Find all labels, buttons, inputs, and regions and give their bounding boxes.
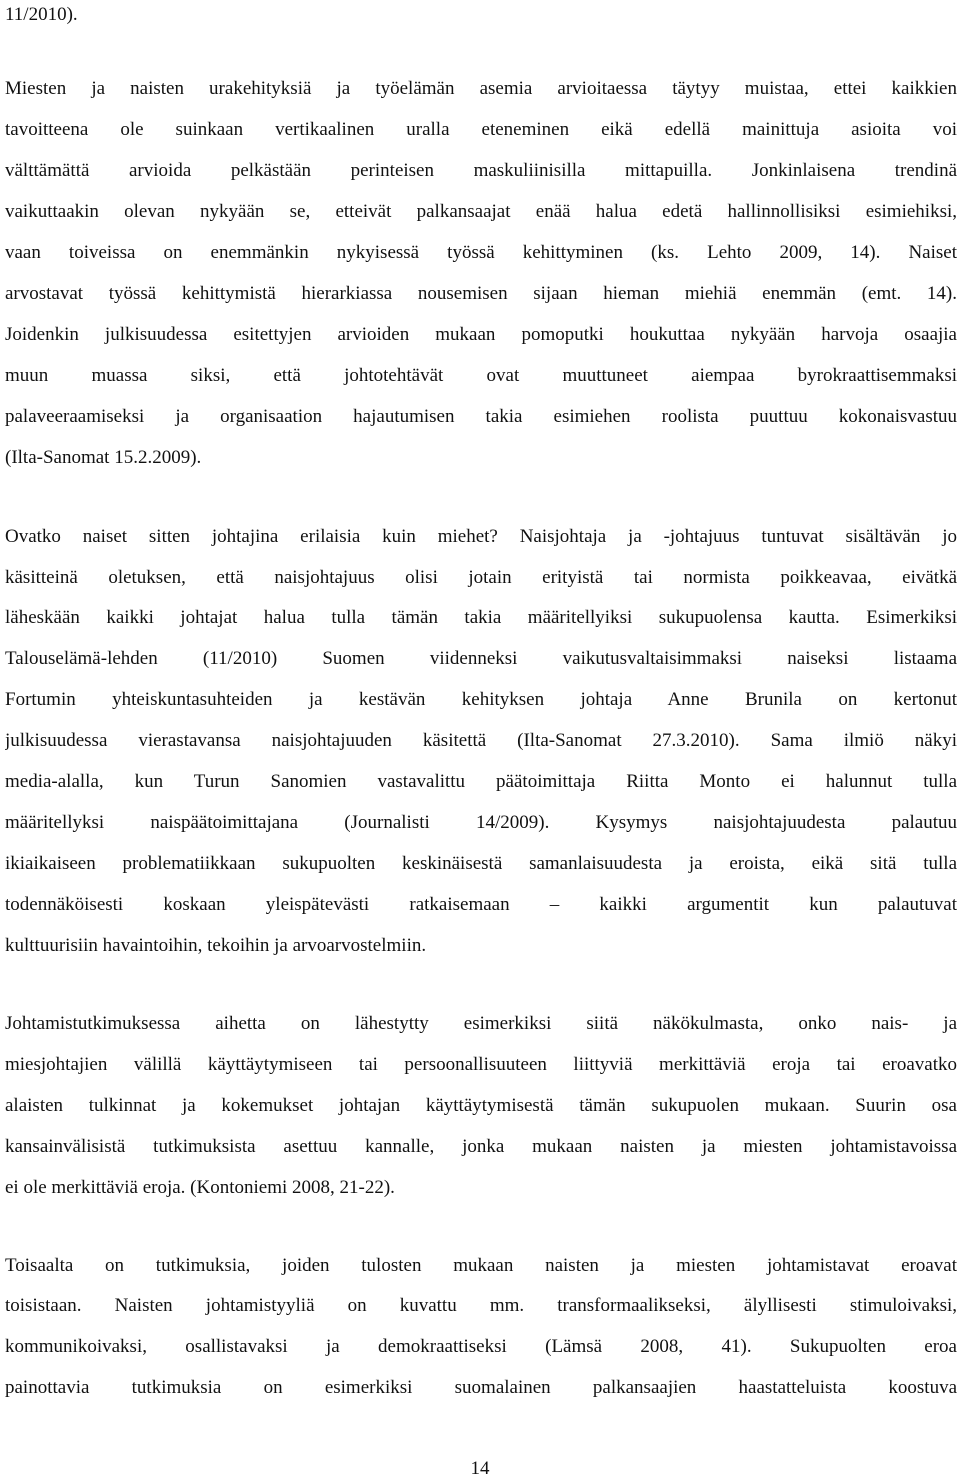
page-number: 14 bbox=[470, 1458, 490, 1479]
text-line: miesjohtajien välillä käyttäytymiseen tai persoonallisuuteen liittyviä merkittäviä eroja tai eroavatko bbox=[5, 1054, 957, 1075]
text-line: toisistaan. Naisten johtamistyyliä on kuvattu mm. transformaalikseksi, älyllisesti stimuloivaksi, bbox=[5, 1295, 957, 1316]
text-line: ikiaikaiseen problematiikkaan sukupuolten keskinäisestä samanlaisuudesta ja eroista, eikä sitä tulla bbox=[5, 853, 957, 874]
text-line: Miesten ja naisten urakehityksiä ja työelämän asemia arvioitaessa täytyy muistaa, ettei kaikkien bbox=[5, 78, 957, 99]
text-line: Talouselämä-lehden (11/2010) Suomen viidenneksi vaikutusvaltaisimmaksi naiseksi listaama bbox=[5, 648, 957, 669]
text-line: kommunikoivaksi, osallistavaksi ja demokraattiseksi (Lämsä 2008, 41). Sukupuolten eroa bbox=[5, 1336, 957, 1357]
text-line: Toisaalta on tutkimuksia, joiden tulosten mukaan naisten ja miesten johtamistavat eroavat bbox=[5, 1255, 957, 1276]
text-line: 11/2010). bbox=[5, 4, 78, 25]
text-line: muun muassa siksi, että johtotehtävät ovat muuttuneet aiempaa byrokraattisemmaksi bbox=[5, 365, 957, 386]
text-line: Johtamistutkimuksessa aihetta on lähestytty esimerkiksi siitä näkökulmasta, onko nais- ja bbox=[5, 1013, 957, 1034]
text-line: arvostavat työssä kehittymistä hierarkiassa nousemisen sijaan hieman miehiä enemmän (emt. 14). bbox=[5, 283, 957, 304]
text-line: todennäköisesti koskaan yleispätevästi ratkaisemaan – kaikki argumentit kun palautuvat bbox=[5, 894, 957, 915]
text-line: palaveeraamiseksi ja organisaation hajautumisen takia esimiehen roolista puuttuu kokonaisvastuu bbox=[5, 406, 957, 427]
text-line: läheskään kaikki johtajat halua tulla tämän takia määritellyiksi sukupuolensa kautta. Esimerkiksi bbox=[5, 607, 957, 628]
text-line: välttämättä arvioida pelkästään perinteisen maskuliinisilla mittapuilla. Jonkinlaisena trendinä bbox=[5, 160, 957, 181]
text-line: käsitteinä oletuksen, että naisjohtajuus olisi jotain erityistä tai normista poikkeavaa, eivätkä bbox=[5, 567, 957, 588]
text-line: ei ole merkittäviä eroja. (Kontoniemi 2008, 21-22). bbox=[5, 1177, 395, 1198]
text-line: kulttuurisiin havaintoihin, tekoihin ja arvoarvostelmiin. bbox=[5, 935, 427, 956]
text-line: kansainvälisistä tutkimuksista asettuu kannalle, jonka mukaan naisten ja miesten johtamistavoissa bbox=[5, 1136, 957, 1157]
text-line: (Ilta-Sanomat 15.2.2009). bbox=[5, 447, 202, 468]
text-line: media-alalla, kun Turun Sanomien vastavalittu päätoimittaja Riitta Monto ei halunnut tulla bbox=[5, 771, 957, 792]
text-line: julkisuudessa vierastavansa naisjohtajuuden käsitettä (Ilta-Sanomat 27.3.2010). Sama ilmiö näkyi bbox=[5, 730, 957, 751]
text-line: määritellyksi naispäätoimittajana (Journalisti 14/2009). Kysymys naisjohtajuudesta palautuu bbox=[5, 812, 957, 833]
text-line: Ovatko naiset sitten johtajina erilaisia kuin miehet? Naisjohtaja ja -johtajuus tuntuvat sisältävän jo bbox=[5, 526, 957, 547]
text-line: Joidenkin julkisuudessa esitettyjen arvioiden mukaan pomoputki houkuttaa nykyään harvoja osaajia bbox=[5, 324, 957, 345]
text-line: vaan toiveissa on enemmänkin nykyisessä työssä kehittyminen (ks. Lehto 2009, 14). Naiset bbox=[5, 242, 957, 263]
text-line: alaisten tulkinnat ja kokemukset johtajan käyttäytymisestä tämän sukupuolen mukaan. Suurin osa bbox=[5, 1095, 957, 1116]
text-line: Fortumin yhteiskuntasuhteiden ja kestävän kehityksen johtaja Anne Brunila on kertonut bbox=[5, 689, 957, 710]
text-line: tavoitteena ole suinkaan vertikaalinen uralla eteneminen eikä edellä mainittuja asioita voi bbox=[5, 119, 957, 140]
text-line: painottavia tutkimuksia on esimerkiksi suomalainen palkansaajien haastatteluista koostuva bbox=[5, 1377, 957, 1398]
text-line: vaikuttaakin olevan nykyään se, etteivät palkansaajat enää halua edetä hallinnollisiksi esimiehiksi, bbox=[5, 201, 957, 222]
